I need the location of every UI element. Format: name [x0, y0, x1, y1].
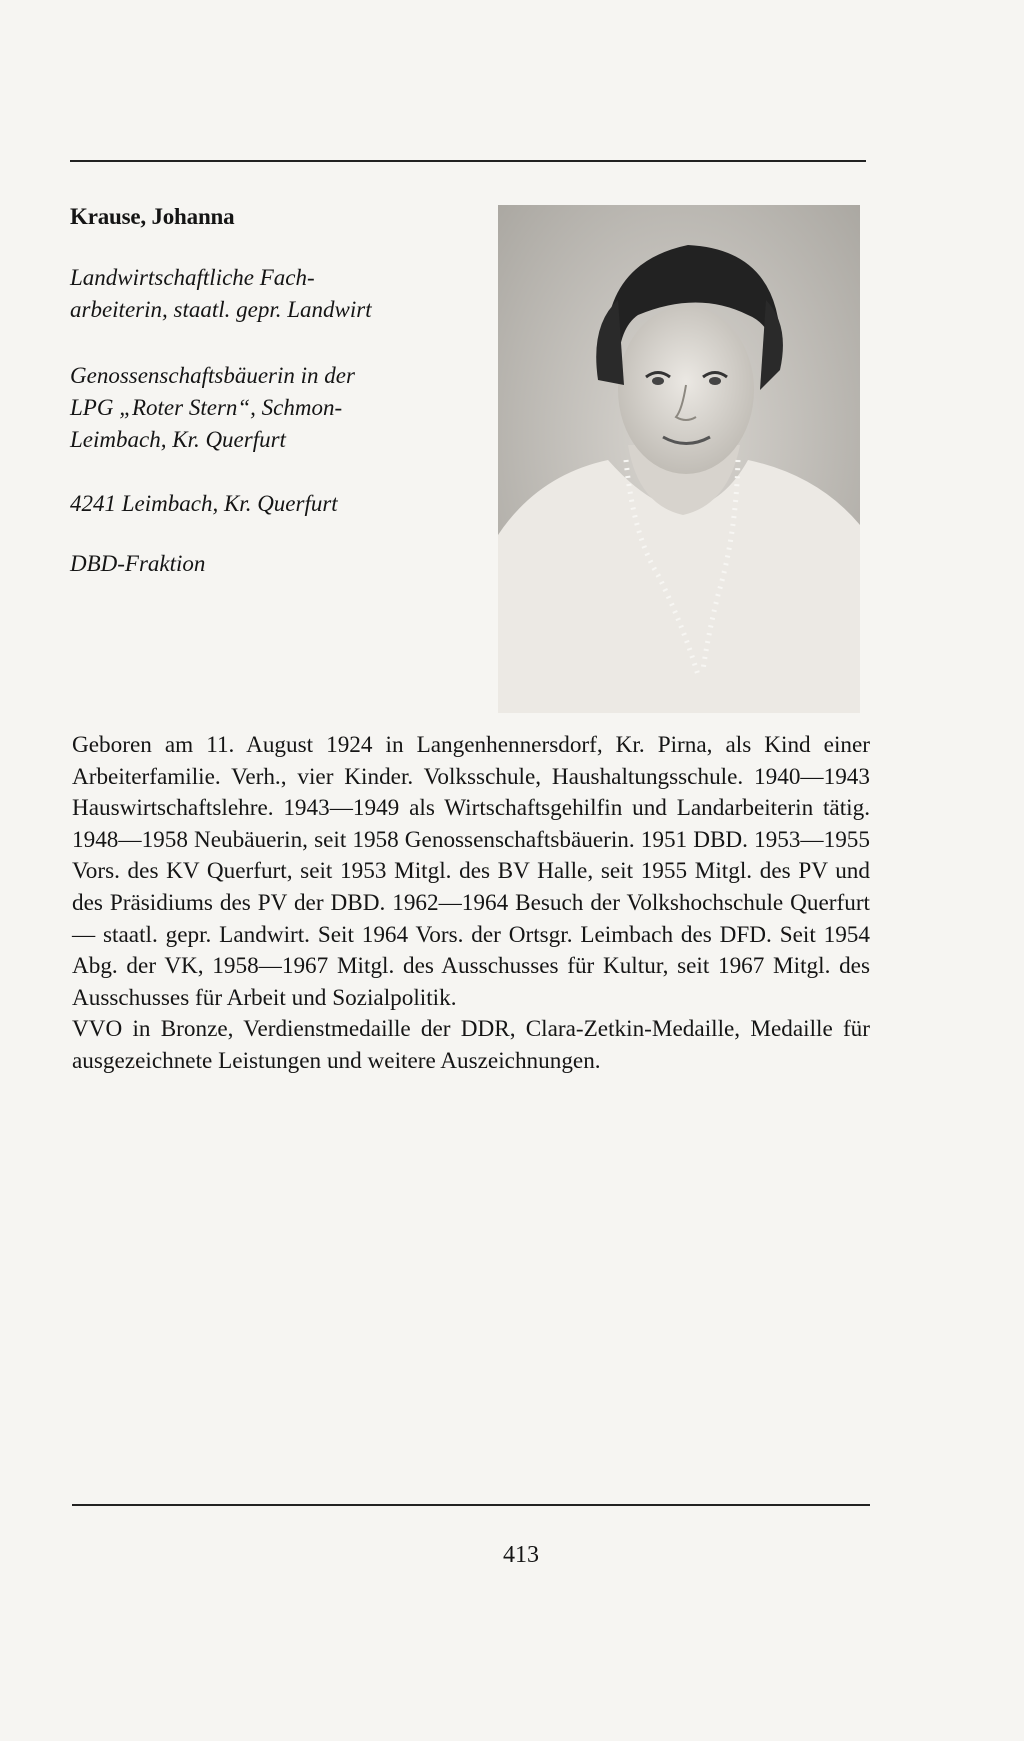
occupation-line: Leimbach, Kr. Querfurt — [70, 427, 286, 452]
awards-paragraph: VVO in Bronze, Verdienstmedaille der DDR, Clara-Zetkin-Medaille, Medaille für ausgezeichnete Leistungen und weitere Auszeichnungen. — [72, 1016, 870, 1074]
biography-paragraph: Geboren am 11. August 1924 in Langenhennersdorf, Kr. Pirna, als Kind einer Arbeiterfamilie. Verh., vier Kinder. Volksschule, Haushaltungsschule. 1940—1943 Hauswirtschaftslehre. 1943—1949 als Wirtschaftsgehilfin und Landarbeiterin tätig. 1948—1958 Neubäuerin, seit 1958 Genossenschaftsbäuerin. 1951 DBD. 1953—1955 Vors. des KV Querfurt, seit 1953 Mitgl. des BV Halle, seit 1955 Mitgl. des PV und des Präsidiums des PV der DBD. 1962—1964 Besuch der Volkshochschule Querfurt — staatl. gepr. Landwirt. Seit 1964 Vors. der Ortsgr. Leimbach des DFD. Seit 1954 Abg. der VK, 1958—1967 Mitgl. des Ausschusses für Kultur, seit 1967 Mitgl. des Ausschusses für Arbeit und Sozialpolitik. — [72, 732, 870, 1011]
address: 4241 Leimbach, Kr. Querfurt — [70, 491, 338, 516]
entry-name: Krause, Johanna — [70, 204, 235, 229]
occupation-line: Genossenschaftsbäuerin in der — [70, 363, 355, 388]
qualification-line: arbeiterin, staatl. gepr. Landwirt — [70, 297, 372, 322]
portrait-photo — [498, 205, 860, 713]
bottom-rule — [72, 1504, 870, 1506]
parliamentary-fraction: DBD-Fraktion — [70, 551, 206, 576]
page-number: 413 — [503, 1542, 539, 1568]
qualification-line: Landwirtschaftliche Fach- — [70, 265, 315, 290]
qualification — [70, 262, 372, 326]
occupation — [70, 360, 355, 456]
occupation-line: LPG „Roter Stern“, Schmon- — [70, 395, 343, 420]
top-rule — [70, 160, 866, 162]
biography — [72, 730, 870, 1078]
